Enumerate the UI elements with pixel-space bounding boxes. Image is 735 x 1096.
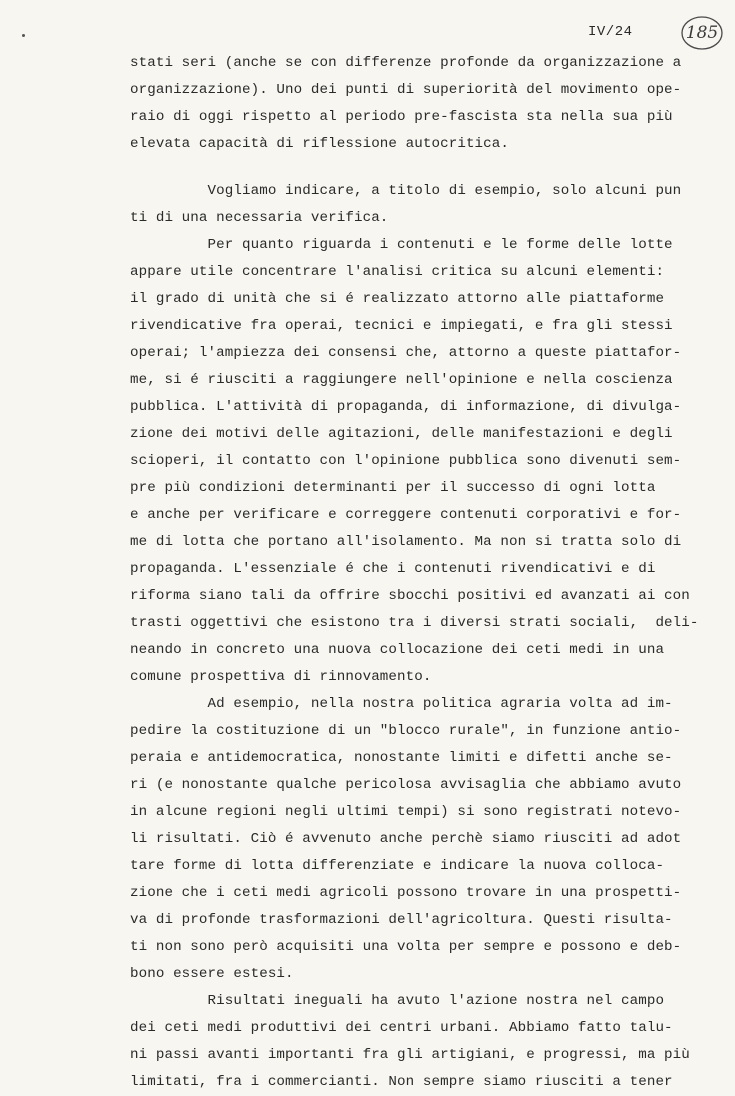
text-line: organizzazione). Uno dei punti di superiorità del movimento ope- <box>130 82 682 98</box>
text-line: ni passi avanti importanti fra gli artigiani, e progressi, ma più <box>130 1047 690 1063</box>
text-line: ri (e nonostante qualche pericolosa avvisaglia che abbiamo avuto <box>130 777 682 793</box>
page-reference: IV/24 <box>588 24 633 40</box>
text-line: rivendicative fra operai, tecnici e impiegati, e fra gli stessi <box>130 318 673 334</box>
text-line: scioperi, il contatto con l'opinione pubblica sono divenuti sem- <box>130 453 682 469</box>
text-line: Ad esempio, nella nostra politica agraria volta ad im- <box>130 696 673 712</box>
text-line: il grado di unità che si é realizzato attorno alle piattaforme <box>130 291 665 307</box>
text-line: appare utile concentrare l'analisi critica su alcuni elementi: <box>130 264 665 280</box>
text-line: me, si é riusciti a raggiungere nell'opinione e nella coscienza <box>130 372 673 388</box>
text-line: Risultati ineguali ha avuto l'azione nostra nel campo <box>130 993 665 1009</box>
text-line: dei ceti medi produttivi dei centri urbani. Abbiamo fatto talu- <box>130 1020 673 1036</box>
text-line: va di profonde trasformazioni dell'agricoltura. Questi risulta- <box>130 912 673 928</box>
text-line: me di lotta che portano all'isolamento. Ma non si tratta solo di <box>130 534 682 550</box>
paragraph-gap <box>130 158 710 178</box>
text-line: Vogliamo indicare, a titolo di esempio, solo alcuni pun <box>130 183 682 199</box>
text-line: pre più condizioni determinanti per il successo di ogni lotta <box>130 480 656 496</box>
text-line: zione che i ceti medi agricoli possono trovare in una prospetti- <box>130 885 682 901</box>
text-line: stati seri (anche se con differenze profonde da organizzazione a <box>130 55 682 71</box>
text-line: Per quanto riguarda i contenuti e le forme delle lotte <box>130 237 673 253</box>
text-line: elevata capacità di riflessione autocritica. <box>130 136 510 152</box>
paper-speck <box>22 34 25 37</box>
text-line: pedire la costituzione di un "blocco rurale", in funzione antio- <box>130 723 682 739</box>
text-line: riforma siano tali da offrire sbocchi positivi ed avanzati ai con <box>130 588 690 604</box>
text-line: e anche per verificare e correggere contenuti corporativi e for- <box>130 507 682 523</box>
text-line: tare forme di lotta differenziate e indicare la nuova colloca- <box>130 858 665 874</box>
text-line: in alcune regioni negli ultimi tempi) si sono registrati notevo- <box>130 804 682 820</box>
text-line: trasti oggettivi che esistono tra i diversi strati sociali, deli- <box>130 615 699 631</box>
text-line: li risultati. Ciò é avvenuto anche perchè siamo riusciti ad adot <box>130 831 682 847</box>
stamp-number: 185 <box>685 23 719 43</box>
text-line: operai; l'ampiezza dei consensi che, attorno a queste piattafor- <box>130 345 682 361</box>
text-line: bono essere estesi. <box>130 966 294 982</box>
text-line: zione dei motivi delle agitazioni, delle manifestazioni e degli <box>130 426 673 442</box>
text-line: pubblica. L'attività di propaganda, di informazione, di divulga- <box>130 399 682 415</box>
text-line: ti di una necessaria verifica. <box>130 210 389 226</box>
text-line: propaganda. L'essenziale é che i contenuti rivendicativi e di <box>130 561 656 577</box>
text-line: limitati, fra i commercianti. Non sempre siamo riusciti a tener <box>130 1074 673 1090</box>
text-line: neando in concreto una nuova collocazione dei ceti medi in una <box>130 642 665 658</box>
text-line: ti non sono però acquisiti una volta per sempre e possono e deb- <box>130 939 682 955</box>
text-line: peraia e antidemocratica, nonostante limiti e difetti anche se- <box>130 750 673 766</box>
typed-text-body <box>130 50 710 1096</box>
text-line: comune prospettiva di rinnovamento. <box>130 669 432 685</box>
page-number-stamp <box>680 14 724 52</box>
text-line: raio di oggi rispetto al periodo pre-fascista sta nella sua più <box>130 109 673 125</box>
